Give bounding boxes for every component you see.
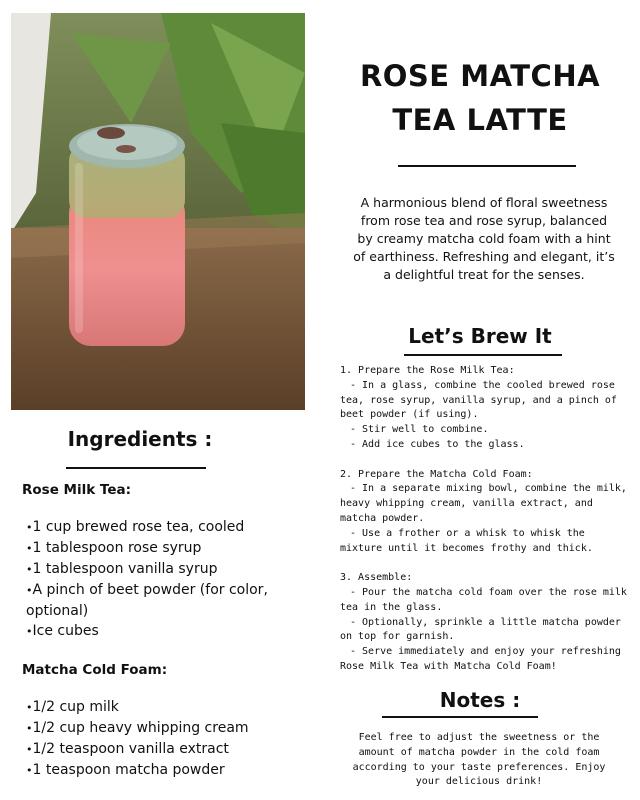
recipe-intro: A harmonious blend of floral sweetness from rose tea and rose syrup, balanced by creamy matcha cold foam with a hint of earthiness. Refreshing and elegant, it’s a delightful treat for the senses. [353, 195, 615, 282]
step-line: - Serve immediately and enjoy your refreshing Rose Milk Tea with Matcha Cold Foam! [340, 646, 621, 672]
ingredients-list [22, 482, 302, 781]
ingredient-section-title: Matcha Cold Foam: [22, 662, 168, 678]
step-1 [340, 364, 630, 453]
notes-text: Feel free to adjust the sweetness or the amount of matcha powder in the cold foam according to your taste preferences. Enjoy your delicious drink! [352, 732, 606, 788]
notes-heading: Notes : [439, 688, 521, 712]
step-3 [340, 571, 630, 675]
list-item: • 1 teaspoon matcha powder [22, 760, 302, 781]
drink-photo [11, 13, 305, 410]
step-line: - Optionally, sprinkle a little matcha powder on top for garnish. [340, 616, 621, 643]
step-line: - Use a frother or a whisk to whisk the mixture until it becomes frothy and thick. [340, 527, 593, 554]
recipe-title-line-2: TEA LATTE [392, 103, 568, 137]
notes-divider [382, 716, 538, 718]
ingredients-heading: Ingredients : [67, 427, 213, 451]
list-item: • 1 cup brewed rose tea, cooled [22, 517, 302, 538]
list-item: • 1 tablespoon rose syrup [22, 538, 302, 559]
step-line: - Add ice cubes to the glass. [350, 438, 525, 450]
list-item: • 1 tablespoon vanilla syrup [22, 559, 302, 580]
brew-heading: Let’s Brew It [408, 324, 552, 348]
brew-steps [340, 364, 630, 690]
list-item: • Ice cubes [22, 621, 302, 642]
step-title: 1. Prepare the Rose Milk Tea: [340, 365, 515, 376]
step-title: 2. Prepare the Matcha Cold Foam: [340, 468, 533, 480]
recipe-title-line-1: ROSE MATCHA [359, 59, 601, 93]
list-item: • A pinch of beet powder (for color, optional) [22, 580, 302, 621]
list-item: • 1/2 cup heavy whipping cream [22, 718, 302, 739]
step-title: 3. Assemble: [340, 572, 413, 584]
brew-divider [404, 354, 562, 356]
step-line: - In a glass, combine the cooled brewed rose tea, rose syrup, vanilla syrup, and a pinch of beet powder (if using). [340, 379, 617, 421]
ingredient-list [22, 517, 302, 642]
step-2 [340, 468, 630, 557]
list-item: • 1/2 cup milk [22, 697, 302, 718]
step-line: - Stir well to combine. [350, 424, 489, 436]
step-line: - In a separate mixing bowl, combine the milk, heavy whipping cream, vanilla extract, and matcha powder. [340, 483, 627, 524]
ingredient-section-title: Rose Milk Tea: [22, 482, 132, 498]
title-divider [398, 165, 576, 167]
step-line: - Pour the matcha cold foam over the rose milk tea in the glass. [340, 586, 627, 613]
list-item: • 1/2 teaspoon vanilla extract [22, 739, 302, 760]
ingredients-divider [66, 467, 206, 469]
ingredient-list [22, 697, 302, 781]
